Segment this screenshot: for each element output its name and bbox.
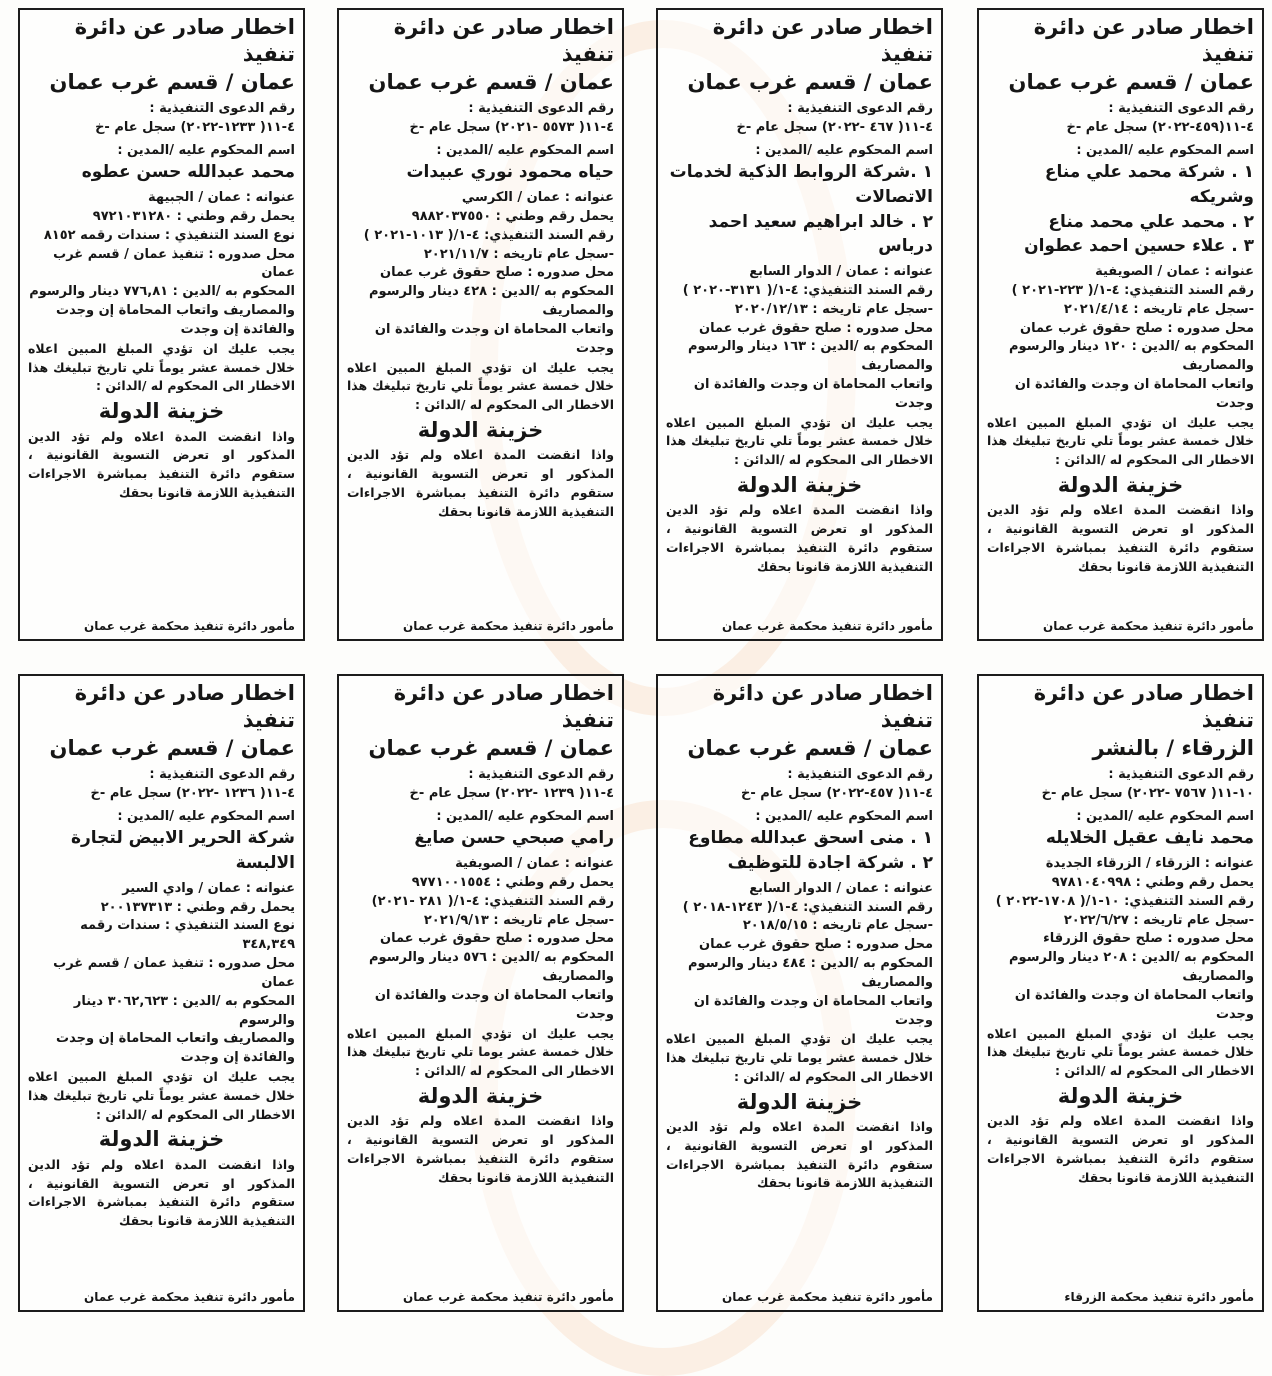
notice-detail-line: رقم السند التنفيذي: ٤-١/( ٢٢٣-٢٠٢١ ) [1011,282,1254,298]
notice-subtitle: عمان / قسم غرب عمان [687,69,933,94]
notice-title: اخطار صادر عن دائرة تنفيذ [1033,681,1254,733]
notice-detail-line: نوع السند التنفيذي : سندات رقمه ٨١٥٢ [43,227,295,243]
notice-card [337,8,624,641]
notice-title: اخطار صادر عن دائرة تنفيذ [1033,15,1254,67]
debtor-name: ٣ . علاء حسين احمد عطوان [1024,236,1254,257]
payment-warning: يجب عليك ان تؤدي المبلغ المبين اعلاه خلال خمسة عشر يوما تلي تاريخ تبليغك هذا الاخطار الى المحكوم له /الدائن : [347,1025,614,1079]
notice-detail-line: يحمل رقم وطني : ٩٧٨١٠٤٠٩٩٨ [1051,874,1254,890]
case-number: ٤-١١( ٤٥٧-٢٠٢٢) سجل عام -خ [741,785,933,801]
creditor-name: خزينة الدولة [417,1083,544,1108]
debtor-address: عنوانه : عمان / الجبيهة [148,190,295,206]
case-number-label: رقم الدعوى التنفيذية : [468,100,614,116]
notice-title: اخطار صادر عن دائرة تنفيذ [393,681,614,733]
debtor-address: عنوانه : عمان / الكرسي [461,190,614,206]
notice-card [656,8,943,641]
case-number-label: رقم الدعوى التنفيذية : [1108,766,1254,782]
creditor-name: خزينة الدولة [1057,472,1184,497]
case-number: ٤-١١( ١٢٣٦ -٢٠٢٢) سجل عام -خ [90,785,295,801]
notice-subtitle: عمان / قسم غرب عمان [687,735,933,760]
closing-text: واذا انقضت المدة اعلاه ولم تؤد الدين المذكور او تعرض التسوية القانونية ، ستقوم دائرة التنفيذ بمباشرة الاجراءات التنفيذية اللازمة قانونا بحقك [666,1119,933,1191]
notice-detail-line: المحكوم به /الدين : ٣٠٦٢,٦٢٣ دينار والرسوم [73,993,295,1028]
debtor-name: ١ . منى اسحق عبدالله مطاوع [688,828,933,849]
debtor-address: عنوانه : عمان / الدوار السابع [749,880,933,896]
notice-card [18,674,305,1312]
payment-warning: يجب عليك ان تؤدي المبلغ المبين اعلاه خلال خمسة عشر يوماً تلي تاريخ تبليغك هذا الاخطار الى المحكوم له /الدائن : [28,1069,295,1122]
debtor-label: اسم المحكوم عليه /المدين : [755,142,933,158]
notice-detail-line: -سجل عام تاريخه : ٢٠٢١/٤/١٤ [1063,301,1254,317]
notice-detail-line: واتعاب المحاماة ان وجدت والفائدة ان وجدت [693,377,933,411]
signature-line: مأمور دائرة تنفيذ محكمة غرب عمان [722,619,933,633]
debtor-address: عنوانه : عمان / الصويفية [455,856,614,872]
debtor-name: ١ .شركة الروابط الذكية لخدمات الاتصالات [669,162,933,208]
notice-detail-line: المحكوم به /الدين : ١٦٣ دينار والرسوم والمصاريف [688,339,933,374]
signature-line: مأمور دائرة تنفيذ محكمة غرب عمان [722,1290,933,1304]
debtor-address: عنوانه : عمان / وادي السير [122,880,295,896]
debtor-label: اسم المحكوم عليه /المدين : [1076,808,1254,824]
notice-detail-line: رقم السند التنفيذي: ٤-١/( ٢٨١ -٢٠٢١) [371,893,614,909]
notice-detail-line: محل صدوره : صلح حقوق غرب عمان [1019,320,1254,336]
notice-detail-line: محل صدوره : صلح حقوق غرب عمان [379,931,614,947]
case-number-label: رقم الدعوى التنفيذية : [787,766,933,782]
creditor-name: خزينة الدولة [736,472,863,497]
signature-line: مأمور دائرة تنفيذ محكمة غرب عمان [84,1290,295,1304]
notice-detail-line: واتعاب المحاماة ان وجدت والفائدة ان وجدت [1014,987,1254,1022]
signature-line: مأمور دائرة تنفيذ محكمة غرب عمان [1043,619,1254,633]
notice-title: اخطار صادر عن دائرة تنفيذ [712,681,933,733]
notice-title: اخطار صادر عن دائرة تنفيذ [74,681,295,733]
payment-warning: يجب عليك ان تؤدي المبلغ المبين اعلاه خلال خمسة عشر يوماً تلي تاريخ تبليغك هذا الاخطار الى المحكوم له /الدائن : [347,359,614,413]
payment-warning: يجب عليك ان تؤدي المبلغ المبين اعلاه خلال خمسة عشر يوماً تلي تاريخ تبليغك هذا الاخطار الى المحكوم له /الدائن : [987,414,1254,468]
notice-detail-line: يحمل رقم وطني : ٩٧٧١٠٠١٥٥٤ [411,874,614,890]
signature-line: مأمور دائرة تنفيذ محكمة غرب عمان [403,619,614,633]
debtor-name: شركة الحرير الابيض لتجارة الالبسة [70,828,295,874]
case-number-label: رقم الدعوى التنفيذية : [149,766,295,782]
debtor-name: رامي صبحي حسن صايغ [414,828,614,849]
debtor-label: اسم المحكوم عليه /المدين : [117,808,295,824]
debtor-name: ١ . شركة محمد علي مناع وشريكه [1044,162,1254,208]
closing-text: واذا انقضت المدة اعلاه ولم تؤد الدين المذكور او تعرض التسوية القانونية ، ستقوم دائرة التنفيذ بمباشرة الاجراءات التنفيذية اللازمة قانونا بحقك [28,428,295,500]
payment-warning: يجب عليك ان تؤدي المبلغ المبين اعلاه خلال خمسة عشر يوماً تلي تاريخ تبليغك هذا الاخطار الى المحكوم له /الدائن : [28,340,295,394]
closing-text: واذا انقضت المدة اعلاه ولم تؤد الدين المذكور او تعرض التسوية القانونية ، ستقوم دائرة التنفيذ بمباشرة الاجراءات التنفيذية اللازمة قانونا بحقك [666,502,933,574]
notice-detail-line: المحكوم به /الدين : ١٢٠ دينار والرسوم والمصاريف [1009,339,1254,374]
notice-detail-line: المحكوم به /الدين : ٧٧٦,٨١ دينار والرسوم [29,284,295,300]
closing-text: واذا انقضت المدة اعلاه ولم تؤد الدين المذكور او تعرض التسوية القانونية ، ستقوم دائرة التنفيذ بمباشرة الاجراءات التنفيذية اللازمة قانونا بحقك [28,1156,295,1229]
notice-detail-line: محل صدوره : صلح حقوق غرب عمان [698,937,933,953]
case-number: ٤-١١( ٥٥٧٣ -٢٠٢١) سجل عام -خ [409,119,614,135]
notice-detail-line: المحكوم به /الدين : ٢٠٨ دينار والرسوم والمصاريف [1009,950,1254,985]
notice-subtitle: الزرقاء / بالنشر [1092,735,1254,760]
debtor-name: ٢ . شركة اجادة للتوظيف [727,853,933,874]
notice-detail-line: نوع السند التنفيذي : سندات رقمه ٣٤٨,٣٤٩ [80,918,295,953]
case-number: ١٠-١١( ٧٥٦٧ -٢٠٢٢) سجل عام -خ [1041,785,1254,801]
debtor-address: عنوانه : عمان / الصويفية [1095,263,1254,279]
debtor-label: اسم المحكوم عليه /المدين : [117,142,295,158]
debtor-name: ٢ . خالد ابراهيم سعيد احمد درباس [708,211,933,257]
notice-detail-line: المحكوم به /الدين : ٤٢٨ دينار والرسوم والمصاريف [369,284,614,319]
notice-detail-line: المحكوم به /الدين : ٥٧٦ دينار والرسوم والمصاريف [369,950,614,985]
notice-detail-line: يحمل رقم وطني : ٢٠٠١٣٧٣١٣ [100,899,295,915]
notice-detail-line: محل صدوره : صلح حقوق الزرقاء [1043,931,1254,947]
notice-card [977,674,1264,1312]
notice-detail-line: واتعاب المحاماة ان وجدت والفائدة ان وجدت [693,993,933,1028]
creditor-name: خزينة الدولة [1057,1083,1184,1108]
notice-detail-line: -سجل عام تاريخه : ٢٠٢٠/١٢/١٣ [734,301,933,317]
notice-detail-line: -سجل عام تاريخه : ٢٠٢١/٩/١٣ [423,912,614,928]
debtor-name: ٢ . محمد علي محمد مناع [1048,211,1254,232]
debtor-name: محمد عبدالله حسن عطوه [81,162,295,183]
notice-detail-line: يحمل رقم وطني : ٩٨٨٢٠٣٧٥٥٠ [411,208,614,224]
notice-detail-line: رقم السند التنفيذي: ٤-١/( ١٠١٣-٢٠٢١ ) [363,227,614,243]
notice-card [656,674,943,1312]
closing-text: واذا انقضت المدة اعلاه ولم تؤد الدين المذكور او تعرض التسوية القانونية ، ستقوم دائرة التنفيذ بمباشرة الاجراءات التنفيذية اللازمة قانونا بحقك [987,1113,1254,1185]
notice-title: اخطار صادر عن دائرة تنفيذ [74,15,295,67]
case-number: ٤-١١( ١٢٣٩ -٢٠٢٢) سجل عام -خ [409,785,614,801]
notice-title: اخطار صادر عن دائرة تنفيذ [393,15,614,67]
notice-subtitle: عمان / قسم غرب عمان [49,735,295,760]
notice-detail-line: -سجل عام تاريخه : ٢٠١٨/٥/١٥ [742,918,933,934]
debtor-label: اسم المحكوم عليه /المدين : [436,142,614,158]
signature-line: مأمور دائرة تنفيذ محكمة غرب عمان [403,1290,614,1304]
closing-text: واذا انقضت المدة اعلاه ولم تؤد الدين المذكور او تعرض التسوية القانونية ، ستقوم دائرة التنفيذ بمباشرة الاجراءات التنفيذية اللازمة قانونا بحقك [347,1113,614,1185]
debtor-address: عنوانه : الزرقاء / الزرقاء الجديدة [1045,856,1254,872]
creditor-name: خزينة الدولة [98,1127,225,1152]
debtor-name: محمد نايف عقيل الخلايله [1045,828,1254,849]
payment-warning: يجب عليك ان تؤدي المبلغ المبين اعلاه خلال خمسة عشر يوما تلي تاريخ تبليغك هذا الاخطار الى المحكوم له /الدائن : [666,1031,933,1084]
creditor-name: خزينة الدولة [98,399,225,424]
notice-card [18,8,305,641]
closing-text: واذا انقضت المدة اعلاه ولم تؤد الدين المذكور او تعرض التسوية القانونية ، ستقوم دائرة التنفيذ بمباشرة الاجراءات التنفيذية اللازمة قانونا بحقك [987,502,1254,574]
debtor-address: عنوانه : عمان / الدوار السابع [749,263,933,279]
case-number: ٤-١١(٤٥٩-٢٠٢٢) سجل عام -خ [1066,119,1254,135]
notice-subtitle: عمان / قسم غرب عمان [368,735,614,760]
case-number: ٤-١١( ٤٦٧ -٢٠٢٢) سجل عام -خ [736,119,933,135]
closing-text: واذا انقضت المدة اعلاه ولم تؤد الدين المذكور او تعرض التسوية القانونية ، ستقوم دائرة التنفيذ بمباشرة الاجراءات التنفيذية اللازمة قانونا بحقك [347,447,614,519]
case-number-label: رقم الدعوى التنفيذية : [149,100,295,116]
notice-detail-line: رقم السند التنفيذي: ٤-١/( ٣١٣١-٢٠٢٠ ) [682,282,933,298]
notice-detail-line: رقم السند التنفيذي: ٤-١/( ١٢٤٣-٢٠١٨ ) [682,899,933,915]
debtor-label: اسم المحكوم عليه /المدين : [436,808,614,824]
notice-subtitle: عمان / قسم غرب عمان [368,69,614,94]
notice-detail-line: محل صدوره : تنفيذ عمان / قسم غرب عمان [53,956,295,990]
payment-warning: يجب عليك ان تؤدي المبلغ المبين اعلاه خلال خمسة عشر يوماً تلي تاريخ تبليغك هذا الاخطار الى المحكوم له /الدائن : [666,414,933,468]
debtor-name: حياه محمود نوري عبيدات [406,162,614,183]
notice-detail-line: -سجل عام تاريخه : ٢٠٢٢/٦/٢٧ [1063,912,1254,928]
debtor-label: اسم المحكوم عليه /المدين : [1076,142,1254,158]
notice-detail-line: المحكوم به /الدين : ٤٨٤ دينار والرسوم والمصاريف [688,956,933,990]
notice-detail-line: محل صدوره : صلح حقوق غرب عمان [379,265,614,281]
case-number: ٤-١١( ١٢٣٣-٢٠٢٢) سجل عام -خ [95,119,295,135]
payment-warning: يجب عليك ان تؤدي المبلغ المبين اعلاه خلال خمسة عشر يوماً تلي تاريخ تبليغك هذا الاخطار الى المحكوم له /الدائن : [987,1025,1254,1079]
notice-detail-line: محل صدوره : تنفيذ عمان / قسم غرب عمان [53,246,295,281]
notice-detail-line: واتعاب المحاماة ان وجدت والفائدة ان وجدت [374,987,614,1022]
case-number-label: رقم الدعوى التنفيذية : [787,100,933,116]
signature-line: مأمور دائرة تنفيذ محكمة غرب عمان [84,619,295,633]
notice-detail-line: واتعاب المحاماة ان وجدت والفائدة ان وجدت [1014,377,1254,411]
case-number-label: رقم الدعوى التنفيذية : [468,766,614,782]
notice-detail-line: والمصاريف واتعاب المحاماة إن وجدت والفائدة إن وجدت [56,1031,295,1066]
creditor-name: خزينة الدولة [417,417,544,442]
case-number-label: رقم الدعوى التنفيذية : [1108,100,1254,116]
notice-card [977,8,1264,641]
notice-detail-line: محل صدوره : صلح حقوق غرب عمان [698,320,933,336]
notice-subtitle: عمان / قسم غرب عمان [1008,69,1254,94]
notice-card [337,674,624,1312]
notice-detail-line: رقم السند التنفيذي: ١٠-١/( ١٧٠٨-٢٠٢٢ ) [995,893,1254,909]
notice-detail-line: واتعاب المحاماة ان وجدت والفائدة ان وجدت [374,321,614,356]
notice-detail-line: -سجل عام تاريخه : ٢٠٢١/١١/٧ [423,246,614,262]
signature-line: مأمور دائرة تنفيذ محكمة الزرقاء [1064,1290,1254,1304]
notice-title: اخطار صادر عن دائرة تنفيذ [712,15,933,67]
creditor-name: خزينة الدولة [736,1089,863,1114]
notice-detail-line: يحمل رقم وطني : ٩٧٢١٠٣١٢٨٠ [92,208,295,224]
debtor-label: اسم المحكوم عليه /المدين : [755,808,933,824]
notice-subtitle: عمان / قسم غرب عمان [49,69,295,94]
notice-detail-line: والمصاريف واتعاب المحاماة إن وجدت والفائدة إن وجدت [56,303,295,337]
